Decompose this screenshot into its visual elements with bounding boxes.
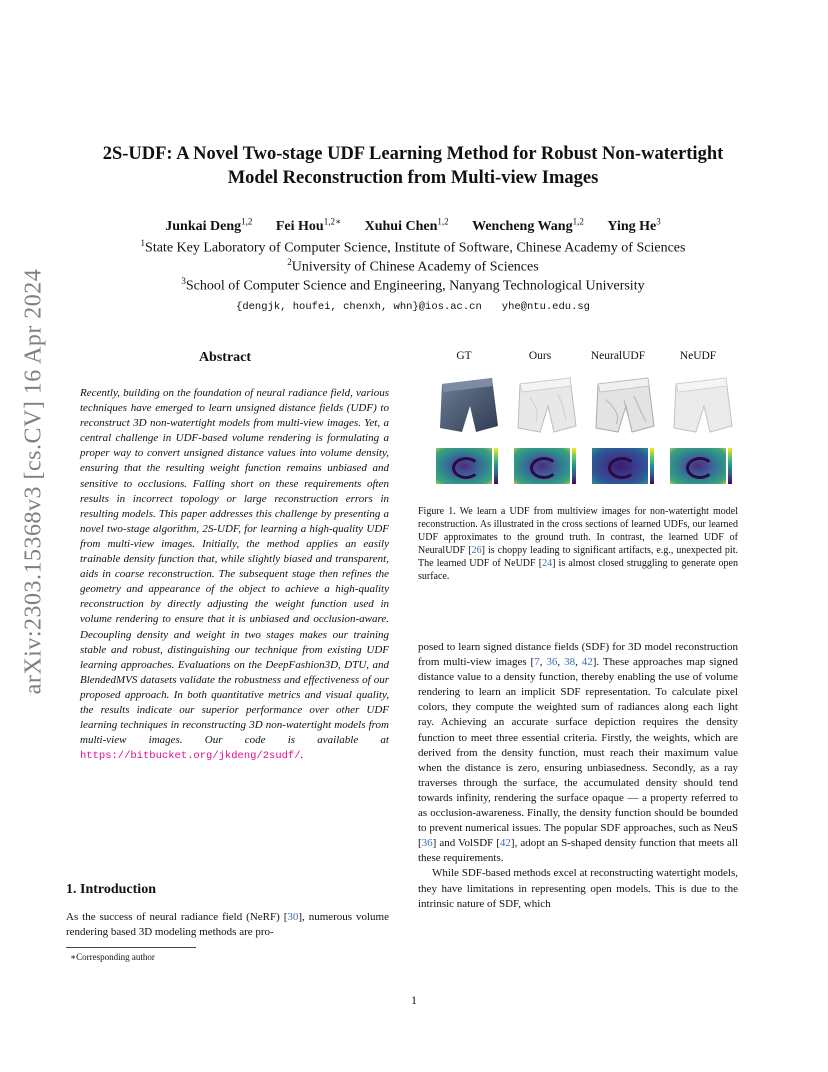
citation-link[interactable]: 30 bbox=[287, 911, 299, 923]
figure-column-label: Ours bbox=[528, 350, 552, 362]
figure-column-label: NeUDF bbox=[679, 350, 717, 362]
title-line-2: Model Reconstruction from Multi-view Images bbox=[227, 168, 599, 188]
neuraludf-shorts-render bbox=[588, 370, 660, 442]
figure-column-label: NeuralUDF bbox=[590, 350, 646, 362]
page-number: 1 bbox=[411, 993, 417, 1007]
footnote-rule bbox=[66, 947, 196, 948]
section-heading-introduction: 1. Introduction bbox=[66, 882, 156, 897]
citation-link[interactable]: 7 bbox=[534, 656, 540, 669]
author: Fei Hou$^{1,2∗}$ bbox=[275, 216, 342, 234]
affiliation: $^1$State Key Laboratory of Computer Science, Institute of Software, Chinese Academy of Sciences bbox=[140, 238, 686, 256]
colorbar bbox=[494, 448, 498, 484]
colorbar bbox=[572, 448, 576, 484]
paragraph: While SDF-based methods excel at reconstructing watertight models, they have limitations in representing open models. This is due to the intrinsic nature of SDF, which bbox=[418, 867, 738, 910]
author: Ying He$^3$ bbox=[607, 216, 661, 234]
footnote: ∗Corresponding author bbox=[70, 952, 155, 962]
abstract-heading: Abstract bbox=[198, 350, 252, 365]
code-link[interactable]: https://bitbucket.org/jkdeng/2sudf/ bbox=[80, 750, 301, 763]
citation-link[interactable]: 36 bbox=[421, 837, 433, 850]
paper-title bbox=[60, 142, 766, 190]
affiliation: $^3$School of Computer Science and Engineering, Nanyang Technological University bbox=[181, 276, 645, 294]
author: Junkai Deng$^{1,2}$ bbox=[165, 216, 253, 234]
right-column-text bbox=[418, 640, 738, 912]
neudf-shorts-render bbox=[666, 370, 738, 442]
citation-link[interactable]: 42 bbox=[581, 656, 593, 669]
gt-cross-section bbox=[436, 448, 492, 484]
introduction-text: As the success of neural radiance field (NeRF) [30], numerous volume rendering based 3D modeling methods are pro- bbox=[66, 911, 389, 939]
author: Xuhui Chen$^{1,2}$ bbox=[364, 216, 449, 234]
title-line-1: 2S-UDF: A Novel Two-stage UDF Learning Method for Robust Non-watertight bbox=[102, 144, 724, 164]
neudf-cross-section bbox=[670, 448, 726, 484]
citation-link[interactable]: 24 bbox=[542, 558, 553, 569]
colorbar bbox=[650, 448, 654, 484]
affiliation: $^2$University of Chinese Academy of Sciences bbox=[287, 257, 539, 275]
arxiv-stamp: arXiv:2303.15368v3 [cs.CV] 16 Apr 2024 bbox=[20, 268, 47, 694]
citation-link[interactable]: 36 bbox=[546, 656, 558, 669]
ours-cross-section bbox=[514, 448, 570, 484]
figure-column-label: GT bbox=[456, 350, 472, 362]
citation-link[interactable]: 26 bbox=[471, 545, 482, 556]
abstract-text: Recently, building on the foundation of neural radiance field, various techniques have emerged to learn unsigned distance fields (UDF) to reconstruct 3D non-watertight models from multi-view images. Yet, a central challenge in UDF-based volume rendering is formulating a proper way to convert unsigned distance values into volume density, ensuring that the resulting weight function remains unbiased and sensitive to occlusions. Falling short on these requirements often results in incorrect topology or large reconstruction errors in resulting models. This paper addresses this challenge by presenting a novel two-stage algorithm, 2S-UDF, for learning a high-quality UDF from multi-view images. Initially, the method applies an easily trainable density function that, while slightly biased and transparent, aids in coarse reconstruction. The subsequent stage then refines the geometry and appearance of the object to achieve a high-quality reconstruction by directly adjusting the weight function used in volume rendering to ensure that it is unbiased and occlusion-aware. Decoupling density and weight in two stages makes our training stable and robust, distinguishing our technique from existing UDF learning approaches. Evaluations on the DeepFashion3D, DTU, and BlendedMVS datasets validate the robustness and effectiveness of our proposed approach. In both quantitative metrics and visual quality, the results indicate our superior performance over other UDF learning techniques in reconstructing 3D non-watertight models from multi-view images. Our code is available at https://bitbucket.org/jkdeng/2sudf/. bbox=[80, 387, 389, 763]
citation-link[interactable]: 42 bbox=[499, 837, 511, 850]
neuraludf-cross-section bbox=[592, 448, 648, 484]
author-emails: {dengjk, houfei, chenxh, whn}@ios.ac.cn yhe@ntu.edu.sg bbox=[236, 301, 590, 313]
gt-shorts-render bbox=[432, 370, 504, 442]
colorbar bbox=[728, 448, 732, 484]
paragraph: posed to learn signed distance fields (SDF) for 3D model reconstruction from multi-view images [7, 36, 38, 42]. These approaches map signed distance value to a density function, thereby enabling the use of volume rendering to learn an implicit SDF representation. To calculate pixel colors, they compute the weighted sum of radiances along each light ray. Achieving an accurate surface depiction requires the density function to meet three essential criteria. Firstly, the weights, which are derived from the density function, must reach their maximum value when the distance is zero, ensuring unbiasedness. Secondly, as a ray traverses through the surface, the accumulated density should tend towards infinity, rendering the surface opaque — a property referred to as occlusion-awareness. Finally, the density function should be bounded to prevent numerical issues. The popular SDF approaches, such as NeuS [36] and VolSDF [42], adopt an S-shaped density function that meets all these requirements. bbox=[418, 641, 739, 865]
figure-1 bbox=[430, 346, 740, 481]
figure-1-caption: Figure 1. We learn a UDF from multiview images for non-watertight model reconstruction. As illustrated in the cross sections of learned UDFs, our learned UDF approximates to the ground truth. In contrast, the learned UDF of NeuralUDF [26] is choppy leading to significant artifacts, e.g., unexpected pit. The learned UDF of NeUDF [24] is almost closed struggling to generate open surface. bbox=[418, 506, 738, 582]
citation-link[interactable]: 38 bbox=[564, 656, 576, 669]
ours-shorts-render bbox=[510, 370, 582, 442]
author-list bbox=[60, 216, 766, 235]
author: Wencheng Wang$^{1,2}$ bbox=[472, 216, 584, 234]
